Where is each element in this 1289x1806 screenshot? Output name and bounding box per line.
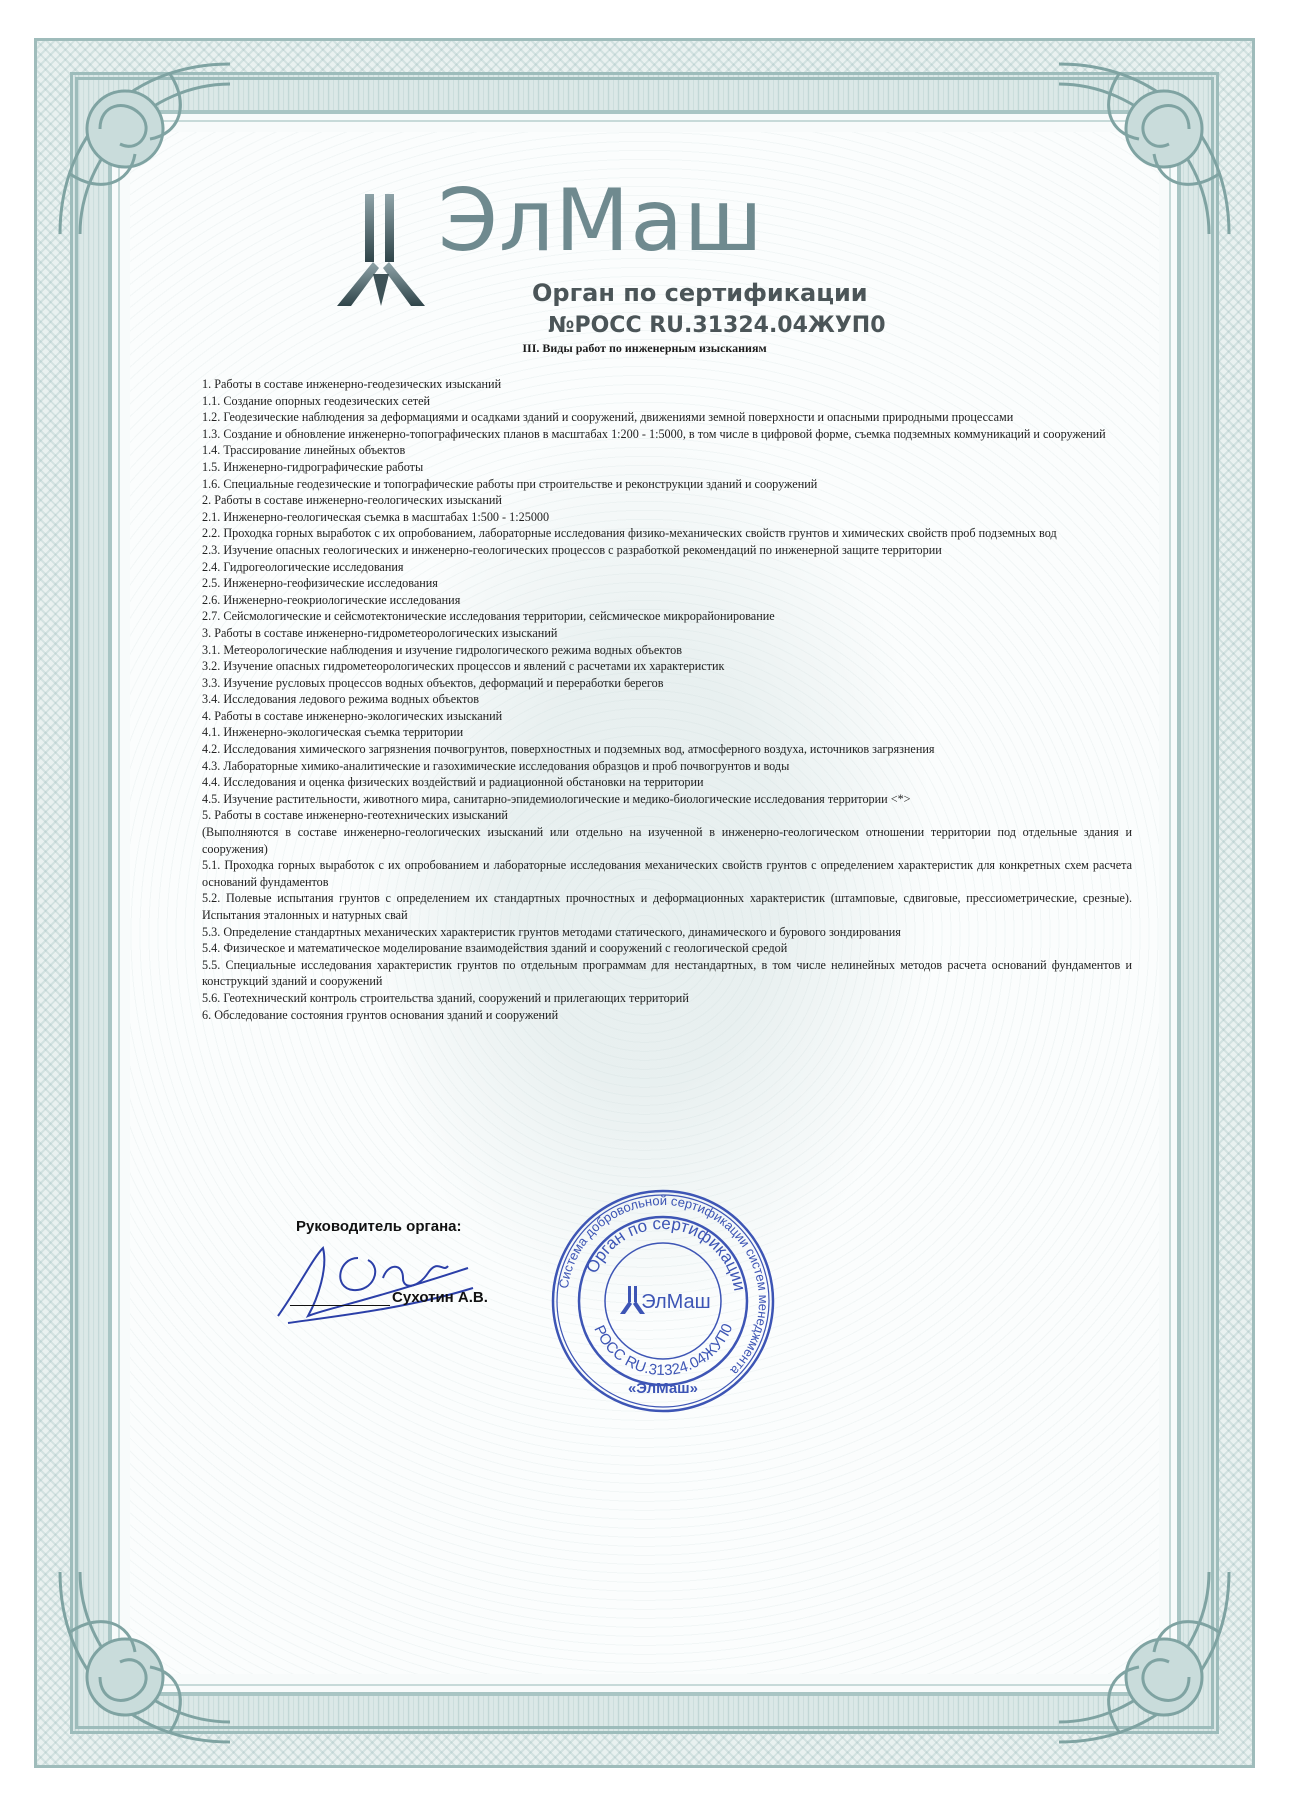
list-item: 4.2. Исследования химического загрязнения почвогрунтов, поверхностных и подземных вод, атмосферного воздуха, источников загрязнения	[202, 742, 935, 757]
list-item: 1.1. Создание опорных геодезических сетей	[202, 393, 431, 408]
registration-number: №РОСС RU.31324.04ЖУП0	[548, 313, 886, 338]
signatory-label: Руководитель органа:	[296, 1218, 462, 1235]
brand-name: ЭлМаш	[438, 171, 764, 271]
list-item: 1.6. Специальные геодезические и топографические работы при строительстве и реконструкции зданий и сооружений	[202, 476, 818, 491]
seal-outer-text: Система добровольной сертификации систем менеджмента	[555, 1192, 772, 1379]
signature-line	[290, 1305, 390, 1306]
certification-body-title: Орган по сертификации	[532, 279, 868, 307]
list-item: 1.4. Трассирование линейных объектов	[202, 443, 406, 458]
list-item: 5.2. Полевые испытания грунтов с определением их стандартных прочностных и деформационных характеристик (штамповые, сдвиговые, прессиометрические, срезные). Испытания эталонных и натурных свай	[202, 891, 1132, 922]
list-item: 3.3. Изучение русловых процессов водных объектов, деформаций и переработки берегов	[202, 675, 664, 690]
list-item: 5.6. Геотехнический контроль строительства зданий, сооружений и прилегающих территорий	[202, 990, 689, 1005]
list-item: (Выполняются в составе инженерно-геологических изысканий или отдельно на изученной в инженерно-геологическом отношении территории под отдельные здания и сооружения)	[202, 825, 1132, 856]
handwritten-signature	[268, 1228, 483, 1328]
corner-ornament-bottom-right	[1039, 1552, 1249, 1762]
section-title: III. Виды работ по инженерным изысканиям	[522, 341, 767, 355]
list-item: 2. Работы в составе инженерно-геологических изысканий	[202, 493, 502, 508]
list-item: 1.3. Создание и обновление инженерно-топографических планов в масштабах 1:200 - 1:5000, в том числе в цифровой форме, съемка подземных коммуникаций и сооружений	[202, 426, 1106, 441]
list-item: 3. Работы в составе инженерно-гидрометеорологических изысканий	[202, 625, 558, 640]
list-item: 4.4. Исследования и оценка физических воздействий и радиационной обстановки на территории	[202, 775, 704, 790]
list-item: 2.4. Гидрогеологические исследования	[202, 559, 404, 574]
list-item: 1.5. Инженерно-гидрографические работы	[202, 459, 424, 474]
list-item: 5.3. Определение стандартных механических характеристик грунтов методами статического, динамического и бурового зондирования	[202, 924, 901, 939]
list-item: 1.2. Геодезические наблюдения за деформациями и осадками зданий и сооружений, движениями земной поверхности и опасными природными процессами	[202, 410, 1014, 425]
list-item: 3.1. Метеорологические наблюдения и изучение гидрологического режима водных объектов	[202, 642, 683, 657]
list-item: 2.6. Инженерно-геокриологические исследования	[202, 592, 461, 607]
list-item: 4.1. Инженерно-экологическая съемка территории	[202, 725, 464, 740]
seal-number: РОСС RU.31324.04ЖУП0	[590, 1321, 737, 1380]
corner-ornament-bottom-left	[40, 1552, 250, 1762]
works-list	[202, 376, 1132, 1023]
list-item: 1. Работы в составе инженерно-геодезических изысканий	[202, 377, 502, 391]
list-item: 5.1. Проходка горных выработок с их опробованием и лабораторные исследования механических свойств грунтов с определением характеристик для конкретных схем расчета оснований фундаментов	[202, 858, 1132, 889]
seal-inner-text: Орган по сертификации	[582, 1213, 750, 1293]
list-item: 2.5. Инженерно-геофизические исследования	[202, 576, 438, 591]
corner-ornament-top-left	[40, 44, 250, 254]
list-item: 3.2. Изучение опасных гидрометеорологических процессов и явлений с расчетами их характеристик	[202, 659, 725, 674]
list-item: 2.7. Сейсмологические и сейсмотектонические исследования территории, сейсмическое микрорайонирование	[202, 609, 775, 624]
list-item: 4.5. Изучение растительности, животного мира, санитарно-эпидемиологические и медико-биологические исследования территории <*>	[202, 791, 911, 806]
seal-bottom-text: «ЭлМаш»	[627, 1380, 699, 1397]
official-stamp	[548, 1186, 778, 1416]
corner-ornament-top-right	[1039, 44, 1249, 254]
list-item: 2.1. Инженерно-геологическая съемка в масштабах 1:500 - 1:25000	[202, 509, 550, 524]
list-item: 3.4. Исследования ледового режима водных объектов	[202, 692, 479, 707]
list-item: 5.5. Специальные исследования характеристик грунтов по отдельным программам для нестандартных, в том числе нелинейных методов расчета оснований фундаментов и конструкций зданий и сооружений	[202, 957, 1132, 989]
elmash-logo-icon	[333, 190, 429, 310]
seal-brand: ЭлМаш	[641, 1291, 711, 1313]
list-item: 2.3. Изучение опасных геологических и инженерно-геологических процессов с разработкой рекомендаций по инженерной защите территории	[202, 542, 942, 557]
list-item: 4.3. Лабораторные химико-аналитические и газохимические исследования образцов и проб почвогрунтов и воды	[202, 758, 790, 773]
list-item: 5.4. Физическое и математическое моделирование взаимодействия зданий и сооружений с геологической средой	[202, 941, 788, 956]
list-item: 4. Работы в составе инженерно-экологических изысканий	[202, 708, 503, 723]
list-item: 6. Обследование состояния грунтов основания зданий и сооружений	[202, 1007, 559, 1022]
list-item: 5. Работы в составе инженерно-геотехнических изысканий	[202, 808, 508, 823]
signatory-name: Сухотин А.В.	[392, 1289, 488, 1306]
list-item: 2.2. Проходка горных выработок с их опробованием, лабораторные исследования физико-механических свойств грунтов и химических свойств проб подземных вод	[202, 526, 1057, 541]
